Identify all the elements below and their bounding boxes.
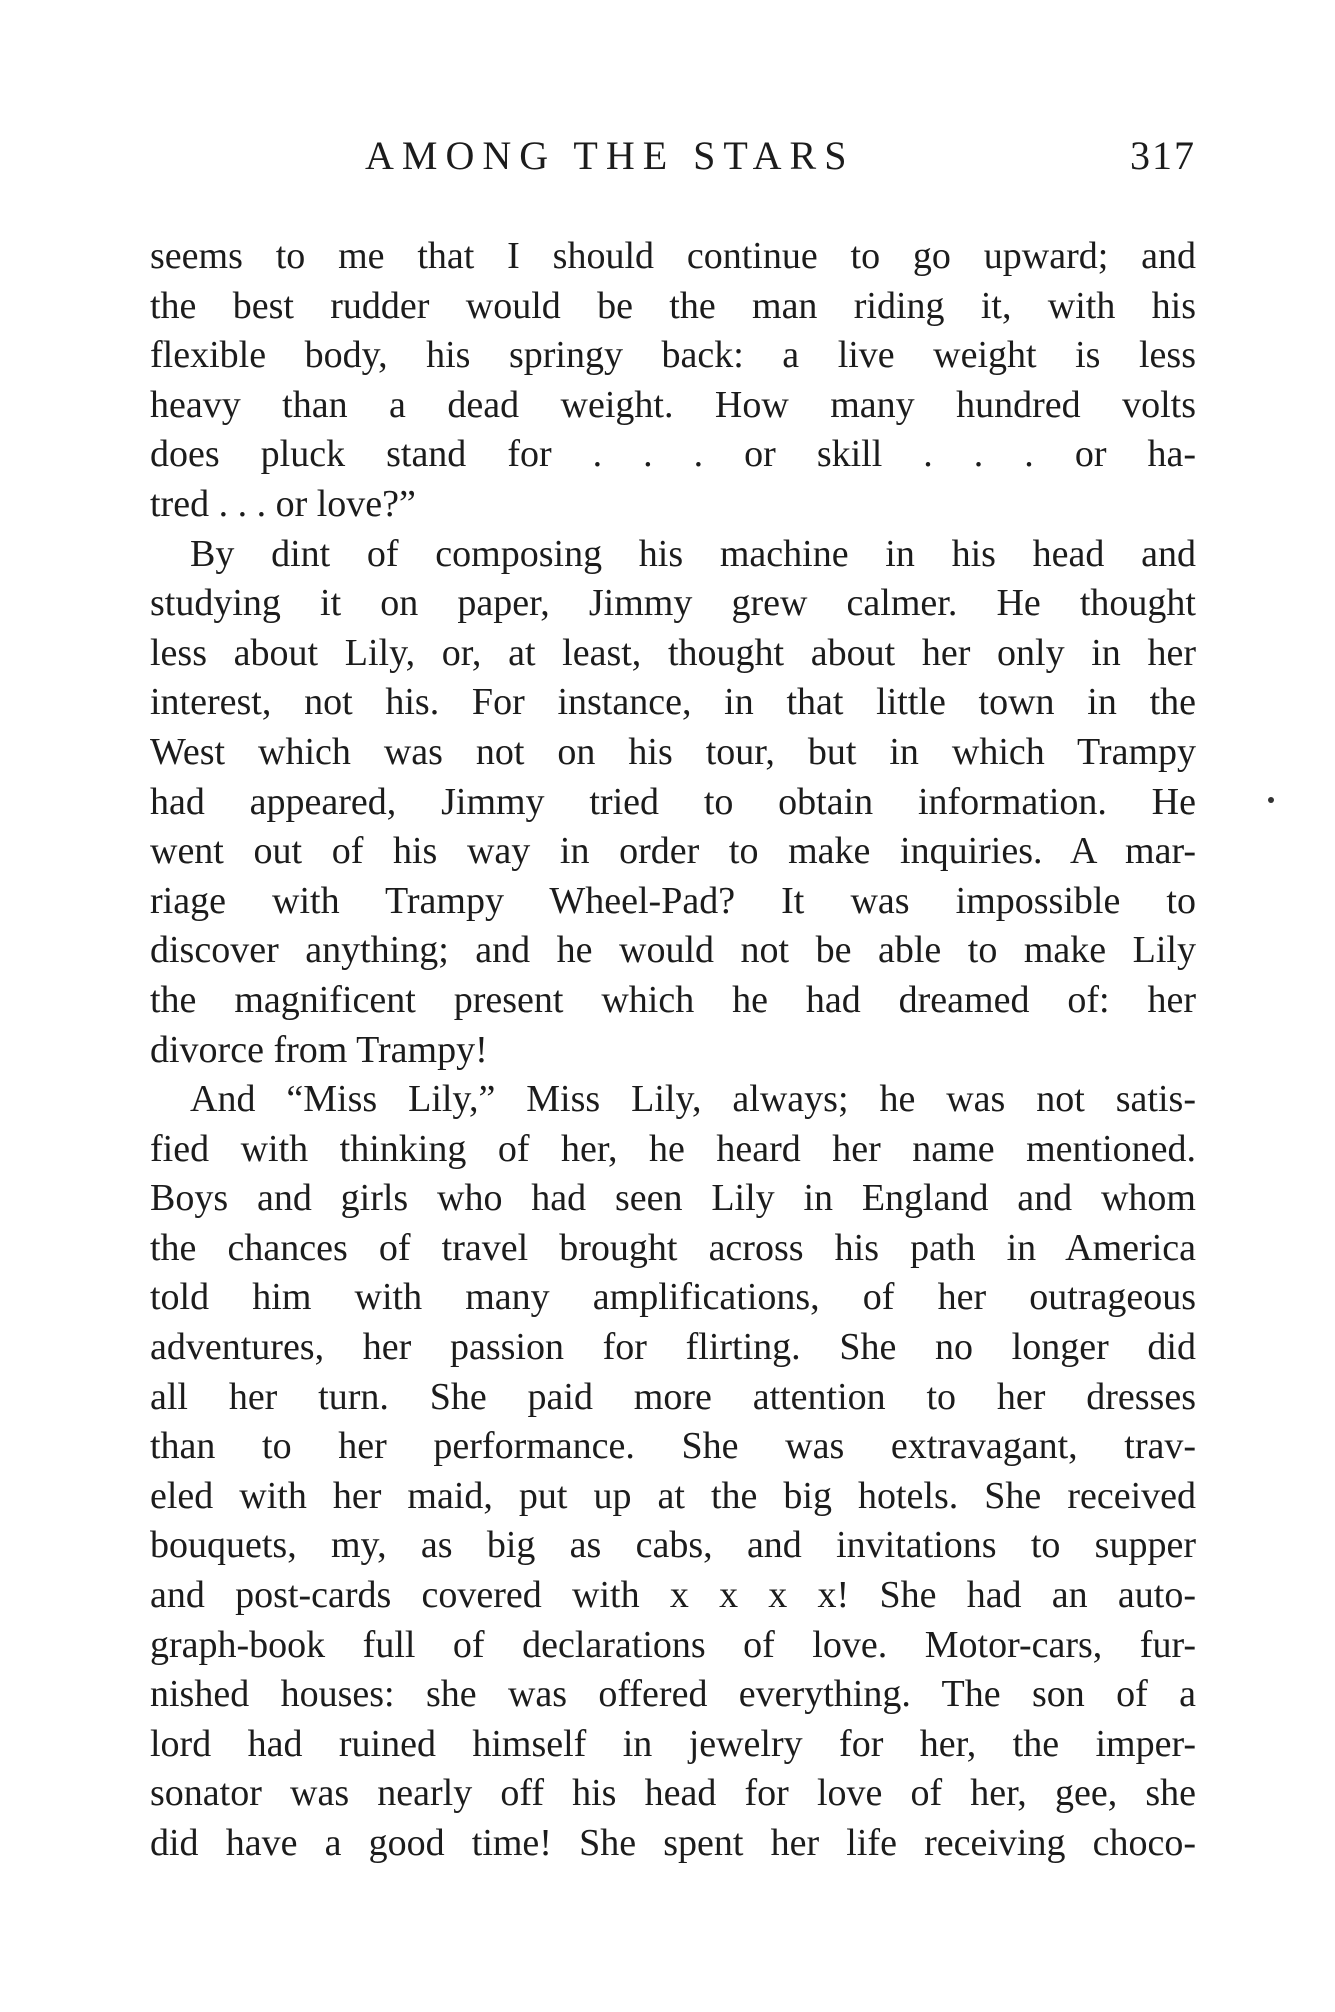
paragraph-2 — [150, 530, 1196, 1076]
text-line: does pluck stand for . . . or skill . . . or ha- — [150, 433, 1196, 476]
text-line: less about Lily, or, at least, thought about her only in her — [150, 631, 1196, 674]
text-line: eled with her maid, put up at the big hotels. She received — [150, 1474, 1196, 1517]
text-line: studying it on paper, Jimmy grew calmer. He thought — [150, 582, 1196, 625]
text-line: adventures, her passion for flirting. She no longer did — [150, 1326, 1196, 1369]
text-line: Boys and girls who had seen Lily in England and whom — [150, 1177, 1196, 1220]
text-line: discover anything; and he would not be able to make Lily — [150, 929, 1196, 972]
text-line: By dint of composing his machine in his head and — [190, 532, 1196, 575]
paragraph-3 — [150, 1075, 1196, 1869]
text-line: had appeared, Jimmy tried to obtain information. He — [150, 780, 1196, 823]
text-line: than to her performance. She was extravagant, trav- — [150, 1425, 1196, 1468]
text-line: graph-book full of declarations of love. Motor-cars, fur- — [150, 1623, 1196, 1666]
text-line: interest, not his. For instance, in that little town in the — [150, 681, 1196, 724]
text-line: divorce from Trampy! — [150, 1028, 488, 1071]
running-title: AMONG THE STARS — [365, 133, 855, 178]
text-line: lord had ruined himself in jewelry for her, the imper- — [150, 1722, 1196, 1765]
paragraph-1 — [150, 232, 1196, 530]
text-line: heavy than a dead weight. How many hundred volts — [150, 383, 1196, 426]
text-line: the chances of travel brought across his path in America — [150, 1226, 1196, 1269]
text-line: seems to me that I should continue to go upward; and — [150, 235, 1196, 277]
page-number: 317 — [1130, 133, 1196, 178]
text-line: all her turn. She paid more attention to her dresses — [150, 1375, 1196, 1418]
text-line: nished houses: she was offered everything. The son of a — [150, 1673, 1196, 1716]
text-line: the magnificent present which he had dreamed of: her — [150, 978, 1196, 1021]
text-line: And “Miss Lily,” Miss Lily, always; he was not satis- — [190, 1078, 1196, 1121]
text-line: and post-cards covered with x x x x! She had an auto- — [150, 1574, 1196, 1617]
text-line: the best rudder would be the man riding it, with his — [150, 284, 1196, 327]
text-line: bouquets, my, as big as cabs, and invitations to supper — [150, 1524, 1196, 1567]
text-line: flexible body, his springy back: a live weight is less — [150, 334, 1196, 377]
text-line: West which was not on his tour, but in which Trampy — [150, 730, 1196, 773]
page-header — [150, 128, 1196, 184]
text-line: fied with thinking of her, he heard her name mentioned. — [150, 1127, 1196, 1170]
text-line: riage with Trampy Wheel-Pad? It was impossible to — [150, 879, 1196, 922]
text-line: went out of his way in order to make inquiries. A mar- — [150, 830, 1196, 873]
body-text — [150, 232, 1196, 1869]
text-line: sonator was nearly off his head for love of her, gee, she — [150, 1772, 1196, 1815]
text-line: did have a good time! She spent her life receiving choco- — [150, 1822, 1196, 1864]
text-line: told him with many amplifications, of her outrageous — [150, 1276, 1196, 1319]
ink-speck — [1268, 797, 1274, 803]
text-line: tred . . . or love?” — [150, 482, 416, 525]
